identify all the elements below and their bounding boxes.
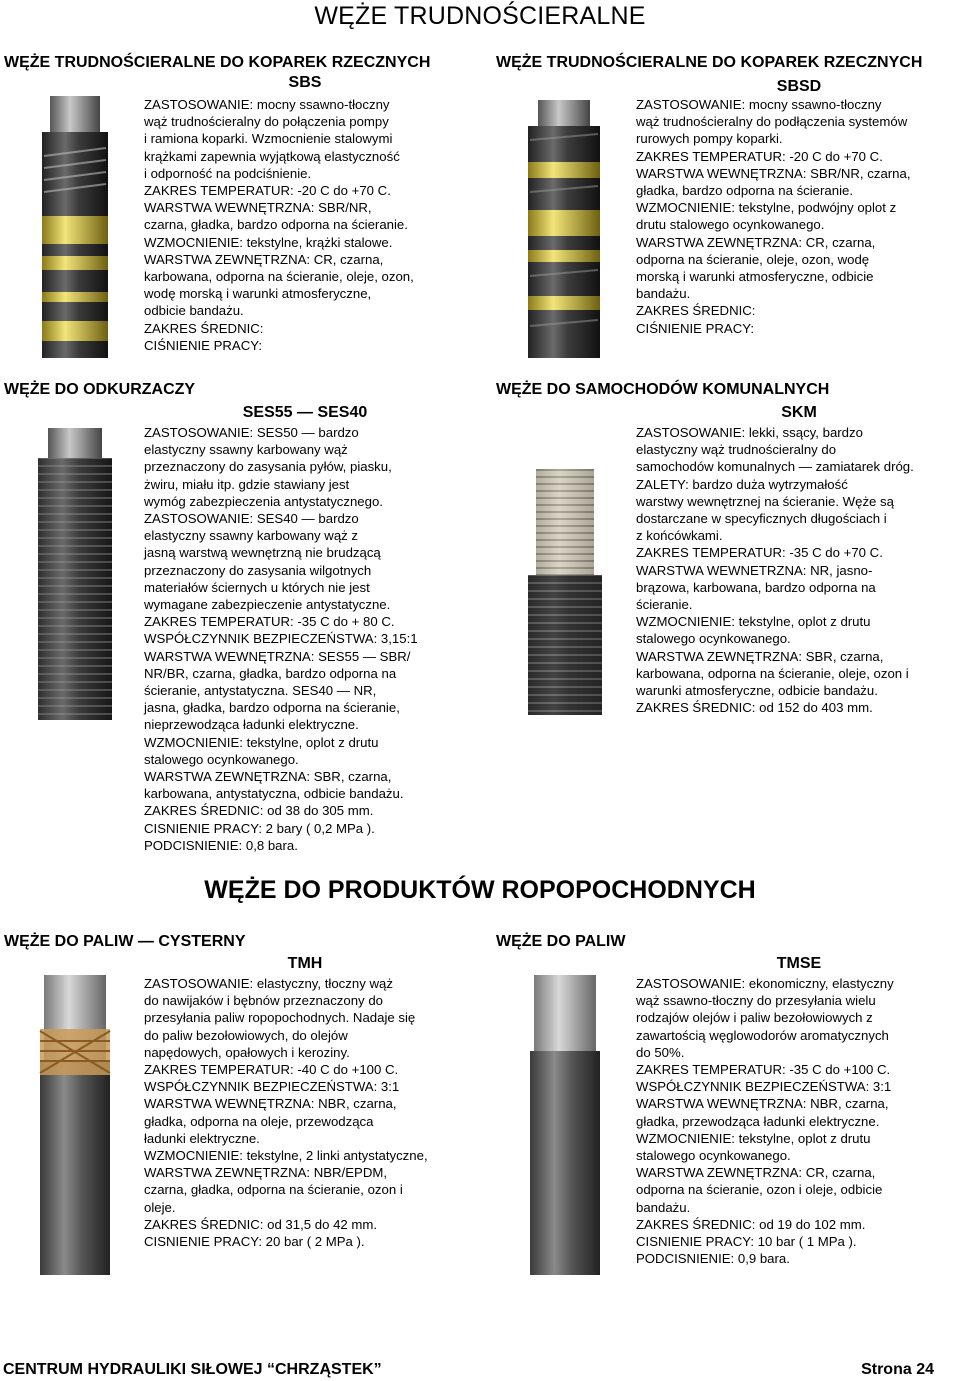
hose-fuel-icon [520,975,610,1275]
description-ses: ZASTOSOWANIE: SES50 — bardzo elastyczny ssawny karbowany wąż przeznaczony do zasysania pyłów, piasku, żwiru, miału itp. gdzie stawiany jest wymóg zabezpieczenia antystatycznego. ZASTOSOWANIE: SES40 — bardzo elastyczny ssawny karbowany wąż z jasną warstwą wewnętrzną nie brudzącą przeznaczony do zasysania wilgotnych materiałów ściernych u których nie jest wymagane zabezpieczenie antystatyczne. ZAKRES TEMPERATUR: -35 C do + 80 C. WSPÓŁCZYNNIK BEZPIECZEŃSTWA: 3,15:1 WARSTWA WEWNĘTRZNA: SES55 — SBR/ NR/BR, czarna, gładka, bardzo odporna na ścieranie, antystatyczna. SES40 — NR, jasna, gładka, bardzo odporna na ścieranie, nieprzewodząca ładunki elektryczne. WZMOCNIENIE: tekstylne, oplot z drutu stalowego ocynkowanego. WARSTWA ZEWNĘTRZNA: SBR, czarna, karbowana, antystatyczna, odbicie bandażu. ZAKRES ŚREDNIC: od 38 do 305 mm. CISNIENIE PRACY: 2 bary ( 0,2 MPa ). PODCISNIENIE: 0,8 bara. [144,425,418,853]
product-code-tmh: TMH [287,955,323,972]
category-title-skm: WĘŻE DO SAMOCHODÓW KOMUNALNYCH [496,381,830,398]
product-code-sbsd: SBSD [776,78,822,95]
category-title-sbs: WĘŻE TRUDNOŚCIERALNE DO KOPAREK RZECZNYCH [4,54,431,71]
product-code-sbs: SBS [288,74,322,91]
hose-light-corrugated-icon [520,465,610,715]
product-code-skm: SKM [781,404,817,421]
footer-company: CENTRUM HYDRAULIKI SIŁOWEJ “CHRZĄSTEK” [3,1361,382,1378]
category-title-sbsd: WĘŻE TRUDNOŚCIERALNE DO KOPAREK RZECZNYCH [496,54,923,71]
description-sbs: ZASTOSOWANIE: mocny ssawno-tłoczny wąż trudnościeralny do połączenia pompy i ramiona koparki. Wzmocnienie stalowymi krążkami zapewnia wyjątkową elastyczność i odporność na podciśnienie. ZAKRES TEMPERATUR: -20 C do +70 C. WARSTWA WEWNĘTRZNA: SBR/NR, czarna, gładka, bardzo odporna na ścieranie. WZMOCNIENIE: tekstylne, krążki stalowe. WARSTWA ZEWNĘTRZNA: CR, czarna, karbowana, odporna na ścieranie, oleje, ozon, wodę morską i warunki atmosferyczne, odbicie bandażu. ZAKRES ŚREDNIC: CIŚNIENIE PRACY: [144,97,414,353]
description-skm: ZASTOSOWANIE: lekki, ssący, bardzo elastyczny wąż trudnościeralny do samochodów komunalnych — zamiatarek dróg. ZALETY: bardzo duża wytrzymałość warstwy wewnętrznej na ścieranie. Węże są dostarczane w specyficznych długościach i z końcówkami. ZAKRES TEMPERATUR: -35 C do +70 C. WARSTWA WEWNETRZNA: NR, jasno- brązowa, karbowana, bardzo odporna na ścieranie. WZMOCNIENIE: tekstylne, oplot z drutu stalowego ocynkowanego. WARSTWA ZEWNĘTRZNA: SBR, czarna, karbowana, odporna na ścieranie, oleje, ozon i warunki atmosferyczne, odbicie bandażu. ZAKRES ŚREDNIC: od 152 do 403 mm. [636,425,914,716]
product-code-ses: SES55 — SES40 [242,404,368,421]
category-title-ses: WĘŻE DO ODKURZACZY [4,381,196,398]
page-title: WĘŻE TRUDNOŚCIERALNE [314,2,646,30]
category-title-tmh: WĘŻE DO PALIW — CYSTERNY [4,933,246,950]
description-tmh: ZASTOSOWANIE: elastyczny, tłoczny wąż do nawijaków i bębnów przeznaczony do przesyłania paliw ropopochodnych. Nadaje się do paliw bezołowiowych, do olejów napędowych, opałowych i keroziny. ZAKRES TEMPERATUR: -40 C do +100 C. WSPÓŁCZYNNIK BEZPIECZEŃSTWA: 3:1 WARSTWA WEWNĘTRZNA: NBR, czarna, gładka, odporna na oleje, przewodząca ładunki elektryczne. WZMOCNIENIE: tekstylne, 2 linki antystatyczne, WARSTWA ZEWNĘTRZNA: NBR/EPDM, czarna, gładka, odporna na ścieranie, ozon i oleje. ZAKRES ŚREDNIC: od 31,5 do 42 mm. CISNIENIE PRACY: 20 bar ( 2 MPa ). [144,976,428,1250]
description-tmse: ZASTOSOWANIE: ekonomiczny, elastyczny wąż ssawno-tłoczny do przesyłania wielu rodzajów olejów i paliw bezołowiowych z zawartością węglowodorów aromatycznych do 50%. ZAKRES TEMPERATUR: -35 C do +100 C. WSPÓŁCZYNNIK BEZPIECZEŃSTWA: 3:1 WARSTWA WEWNĘTRZNA: NBR, czarna, gładka, przewodząca ładunki elektryczne. WZMOCNIENIE: tekstylne, oplot z drutu stalowego ocynkowanego. WARSTWA ZEWNĘTRZNA: CR, czarna, odporna na ścieranie, ozon i oleje, odbicie bandażu. ZAKRES ŚREDNIC: od 19 do 102 mm. CISNIENIE PRACY: 10 bar ( 1 MPa ). PODCISNIENIE: 0,9 bara. [636,976,894,1267]
description-sbsd: ZASTOSOWANIE: mocny ssawno-tłoczny wąż trudnościeralny do podłączenia systemów rurowych pompy koparki. ZAKRES TEMPERATUR: -20 C do +70 C. WARSTWA WEWNĘTRZNA: SBR/NR, czarna, gładka, bardzo odporna na ścieranie. WZMOCNIENIE: tekstylne, podwójny oplot z drutu stalowego ocynkowanego. WARSTWA ZEWNĘTRZNA: CR, czarna, odporna na ścieranie, oleje, ozon, wodę morską i warunki atmosferyczne, odbicie bandażu. ZAKRES ŚREDNIC: CIŚNIENIE PRACY: [636,97,911,336]
hose-steel-rings-icon [32,96,118,358]
footer-page-number: Strona 24 [861,1361,934,1378]
product-code-tmse: TMSE [776,955,822,972]
hose-fuel-tanker-icon [30,975,120,1275]
hose-corrugated-icon [30,428,120,720]
section-title-petroleum: WĘŻE DO PRODUKTÓW ROPOPOCHODNYCH [204,876,756,904]
category-title-tmse: WĘŻE DO PALIW [496,933,626,950]
hose-double-braid-icon [520,100,608,358]
